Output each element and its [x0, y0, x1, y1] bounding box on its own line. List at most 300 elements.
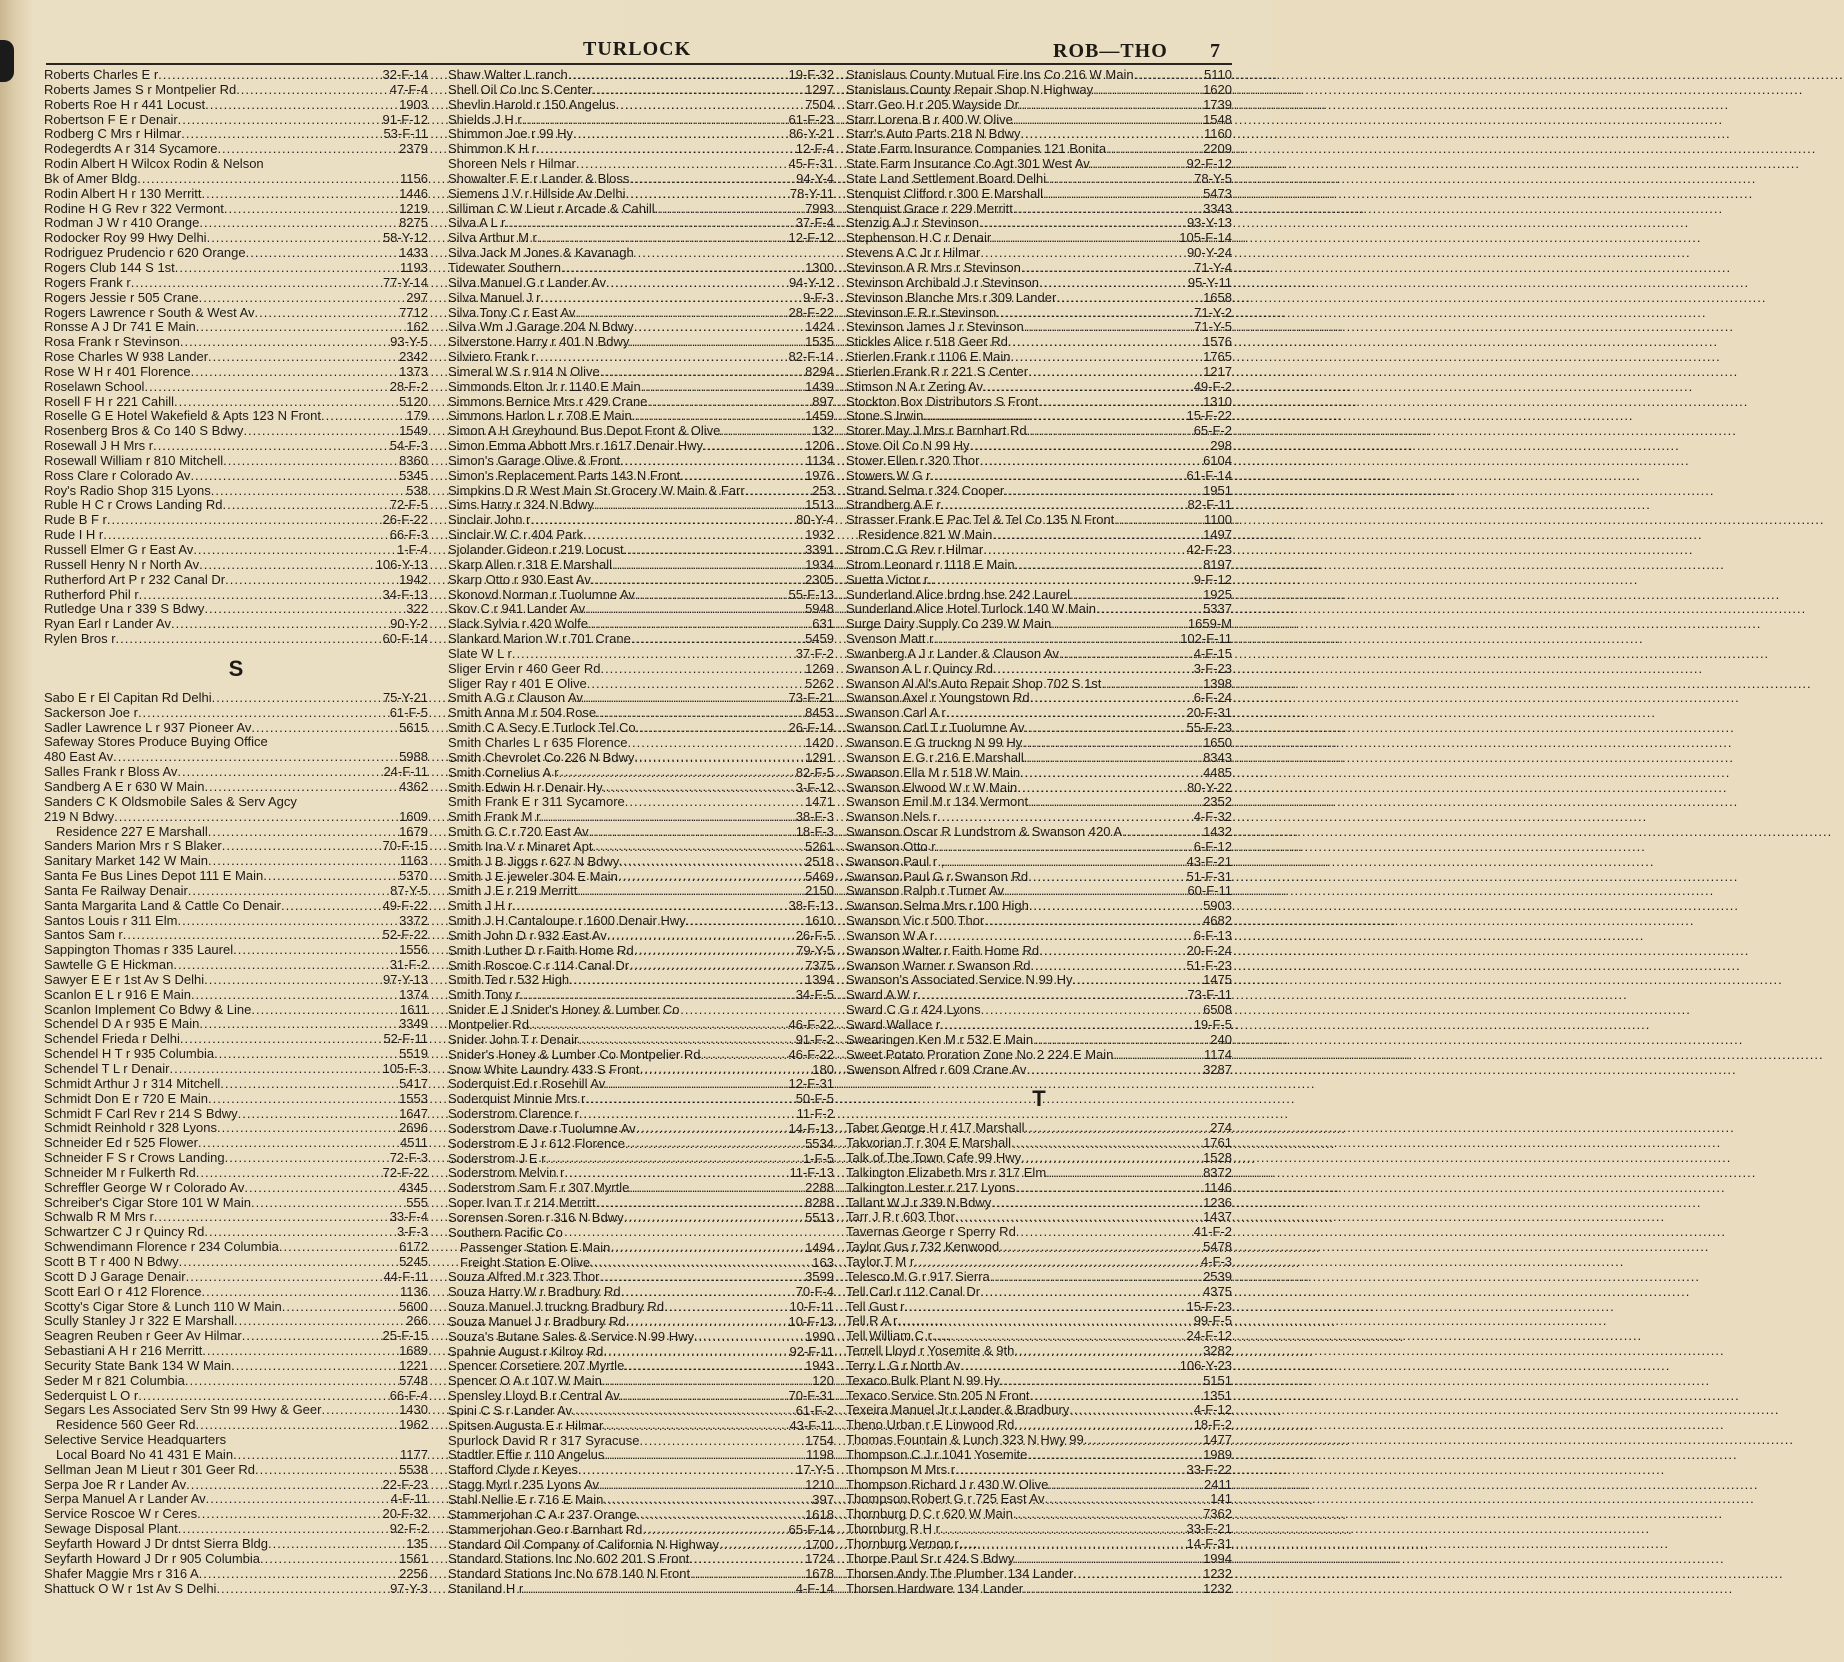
listing-entry — [44, 1418, 428, 1433]
dot-leader — [664, 1300, 789, 1315]
listing-name: Ronsse A J Dr 741 E Main — [44, 319, 196, 335]
dot-leader — [1014, 1552, 1203, 1567]
dot-leader — [620, 1389, 789, 1404]
listing-name: Strom Leonard r 1118 E Main — [846, 556, 1015, 572]
dot-leader — [530, 513, 796, 528]
phone-number: 28-F-22 — [788, 304, 834, 320]
phone-number: 538 — [406, 482, 428, 498]
listing-name: Thompson M Mrs r — [846, 1461, 956, 1477]
listing-name: Scott D J Garage Denair — [44, 1268, 186, 1284]
dot-leader — [593, 840, 806, 855]
dot-leader — [992, 528, 1203, 543]
dot-leader — [607, 929, 796, 944]
listing-entry — [44, 632, 428, 647]
listing-name: Soderstrom Sam F r 307 Myrtle — [448, 1180, 630, 1196]
listing-name: Standard Stations Inc No 678 140 N Front — [448, 1566, 691, 1582]
dot-leader — [1093, 83, 1203, 98]
dot-leader — [641, 380, 805, 395]
phone-number: 9-F-12 — [1193, 571, 1232, 587]
phone-number: 94-Y-12 — [788, 274, 834, 290]
dot-leader — [113, 750, 399, 765]
listing-name: Thomas Fountain & Lunch 323 N Hwy 99 — [846, 1432, 1084, 1448]
listing-entry — [448, 1063, 834, 1078]
phone-number: 1754 — [805, 1432, 834, 1448]
phone-number: 6-F-13 — [1193, 927, 1232, 943]
phone-number: 28-F-2 — [389, 378, 428, 394]
phone-number: 95-Y-11 — [1187, 274, 1232, 290]
dot-leader — [138, 1389, 390, 1404]
listing-entry — [846, 1300, 1232, 1315]
listing-name: Tell Gust r — [846, 1298, 905, 1314]
listing-name: Smith C A Secy E Turlock Tel Co — [448, 720, 636, 736]
phone-number: 14-F-31 — [1186, 1536, 1232, 1551]
listing-entry — [448, 424, 834, 439]
listing-entry — [44, 1522, 428, 1537]
dot-leader — [222, 498, 389, 513]
phone-number: 1658 — [1203, 289, 1232, 305]
listing-entry — [846, 647, 1232, 662]
listing-entry — [44, 1285, 428, 1300]
listing-name: Takvorian T r 304 E Marshall — [846, 1135, 1011, 1151]
listing-name: Snow White Laundry 433 S Front — [448, 1061, 640, 1077]
listing-entry — [846, 1314, 1232, 1329]
phone-number: 20-F-32 — [382, 1506, 428, 1522]
dot-leader — [208, 854, 400, 869]
listing-name: Santa Fe Railway Denair — [44, 882, 188, 898]
dot-leader — [1048, 1478, 1204, 1493]
listing-name: Sweet Potato Proration Zone No 2 224 E Main — [846, 1046, 1114, 1062]
dot-leader — [577, 884, 805, 899]
dot-leader — [1019, 98, 1203, 113]
listing-entry — [448, 781, 834, 796]
listing-entry — [846, 1374, 1232, 1389]
listing-name: Swanson Al Al's Auto Repair Shop 702 S 1st — [846, 675, 1102, 691]
dot-leader — [207, 231, 383, 246]
listing-name: Stevinson F R r Stevinson — [846, 304, 997, 320]
phone-number: 106-Y-13 — [375, 556, 428, 572]
dot-leader — [603, 1419, 789, 1434]
listing-name: Sellman Jean M Lieut r 301 Geer Rd — [44, 1461, 255, 1477]
dot-leader — [243, 424, 399, 439]
dot-leader — [199, 216, 399, 231]
listing-name: Residence 821 W Main — [858, 527, 993, 543]
dot-leader — [205, 98, 399, 113]
listing-entry — [846, 691, 1232, 706]
phone-number: 26-F-14 — [788, 720, 834, 736]
listing-entry — [44, 899, 428, 914]
listing-entry — [44, 1240, 428, 1255]
listing-name: Taylor T M r — [846, 1253, 915, 1269]
phone-number: 5261 — [805, 838, 834, 854]
dot-leader — [233, 1448, 400, 1463]
listing-entry — [846, 216, 1232, 231]
phone-number: 141 — [1210, 1491, 1232, 1507]
listing-name: Soderstrom Dave r Tuolumne Av — [448, 1120, 636, 1136]
listing-name: Simon's Garage Olive & Front — [448, 452, 621, 468]
phone-number: 102-F-11 — [1180, 631, 1232, 647]
phone-number: 2150 — [805, 883, 834, 899]
dot-leader — [590, 1256, 812, 1271]
dot-leader — [246, 246, 399, 261]
listing-name: Roy's Radio Shop 315 Lyons — [44, 482, 211, 498]
phone-number: 1100 — [1204, 512, 1232, 528]
phone-number: 1424 — [805, 319, 834, 335]
phone-number: 24-F-11 — [383, 764, 428, 780]
phone-number: 97-Y-13 — [382, 971, 428, 987]
listing-entry — [846, 1403, 1232, 1418]
listing-name: Stenquist Clifford r 300 E Marshall — [846, 185, 1044, 201]
phone-number: 1221 — [399, 1357, 428, 1373]
listing-entry — [448, 706, 834, 721]
listing-name: Schreffler George W r Colorado Av — [44, 1179, 245, 1195]
phone-number: 1433 — [399, 245, 428, 261]
listing-entry — [44, 1314, 428, 1329]
listing-entry — [44, 1062, 428, 1077]
phone-number: 78-Y-5 — [1194, 170, 1232, 186]
phone-number: 1934 — [805, 556, 834, 572]
listing-entry — [448, 1448, 834, 1463]
listing-entry — [846, 1418, 1232, 1433]
dot-leader — [196, 320, 407, 335]
dot-leader — [195, 1418, 399, 1433]
dot-leader — [928, 573, 1194, 588]
listing-entry — [846, 1225, 1232, 1240]
phone-number: 77-Y-14 — [382, 274, 428, 290]
phone-number: 66-F-3 — [389, 527, 428, 543]
dot-leader — [634, 944, 796, 959]
dot-leader — [180, 335, 390, 350]
listing-name: Freight Station E Olive — [460, 1254, 591, 1270]
listing-name: Smith J E jeweler 304 E Main — [448, 868, 618, 884]
listing-entry — [846, 914, 1232, 929]
phone-number: 4-F-14 — [795, 1581, 834, 1597]
listing-name: Rosewall J H Mrs r — [44, 438, 154, 454]
phone-number: 7375 — [805, 957, 834, 973]
phone-number: 1232 — [1203, 1580, 1232, 1596]
listing-entry — [44, 172, 428, 187]
listing-name: Stephenson H C r Denair — [846, 230, 992, 246]
dot-leader — [599, 1478, 805, 1493]
listing-entry — [846, 736, 1232, 751]
listing-entry — [44, 1478, 428, 1493]
dot-leader — [568, 68, 789, 83]
listing-entry — [44, 928, 428, 943]
phone-number: 66-F-4 — [389, 1387, 428, 1403]
listing-name: Slack Sylvia r 420 Wolfe — [448, 616, 588, 632]
phone-number: 555 — [406, 1194, 428, 1210]
listing-entry — [44, 1003, 428, 1018]
listing-name: Schendel D A r 935 E Main — [44, 1016, 200, 1032]
dot-leader — [1016, 1225, 1194, 1240]
listing-name: Simon A H Greyhound Bus Depot Front & Olive — [448, 423, 721, 439]
dot-leader — [932, 1329, 1187, 1344]
phone-number: 1374 — [399, 986, 428, 1002]
listing-name: Skov C r 941 Lander Av — [448, 601, 586, 617]
phone-number: 105-F-14 — [1179, 230, 1232, 246]
listing-name: Sinclair W C r 404 Park — [448, 527, 584, 543]
dot-leader — [983, 543, 1186, 558]
listing-name-line: Southern Pacific Co — [448, 1224, 563, 1240]
dot-leader — [1030, 1389, 1204, 1404]
listing-name: Souza Manuel J truckng Bradbury Rd — [448, 1299, 665, 1315]
listing-name: Smith Anna M r 504 Rose — [448, 705, 597, 721]
listing-entry — [448, 1315, 834, 1330]
dot-leader — [154, 1210, 390, 1225]
phone-number: 3343 — [1203, 200, 1232, 216]
phone-number: 1903 — [399, 96, 428, 112]
listing-entry — [846, 513, 1232, 528]
listing-entry — [448, 1523, 834, 1538]
listing-name: Stadtler Effie r 110 Angelus — [448, 1447, 605, 1463]
listing-name: Swanson Warner r Swanson Rd — [846, 957, 1031, 973]
dot-leader — [1024, 751, 1203, 766]
dot-leader — [202, 187, 400, 202]
listing-entry — [44, 750, 428, 765]
listing-entry — [44, 1047, 428, 1062]
phone-number: 1206 — [805, 438, 834, 454]
listing-name: Smith J H Cantaloupe r 1600 Denair Hwy — [448, 913, 686, 929]
listing-entry — [44, 142, 428, 157]
phone-number: 5110 — [1204, 67, 1232, 82]
listing-name: Smith Frank E r 311 Sycamore — [448, 794, 625, 810]
listing-name: Smith J E r 219 Merritt — [448, 883, 578, 899]
phone-number: 5534 — [805, 1135, 834, 1151]
dot-leader — [255, 1463, 399, 1478]
dot-leader — [1113, 1048, 1204, 1063]
phone-number: 1610 — [805, 913, 834, 929]
listing-name: Swanson E G truckng N 99 Hy — [846, 734, 1023, 750]
dot-leader — [596, 706, 805, 721]
dot-leader — [1015, 558, 1203, 573]
listing-name: Sewage Disposal Plant — [44, 1521, 178, 1537]
listing-name: Smith John D r 932 East Av — [448, 927, 607, 943]
dot-leader — [1046, 172, 1194, 187]
dot-leader — [537, 231, 789, 246]
phone-number: 3391 — [805, 542, 834, 557]
dot-leader — [625, 795, 805, 810]
phone-number: 7362 — [1203, 1506, 1232, 1522]
phone-number: 3-F-3 — [396, 1224, 428, 1240]
phone-number: 1989 — [1203, 1446, 1232, 1462]
listing-entry — [44, 973, 428, 988]
dot-leader — [198, 1136, 400, 1151]
listing-name: Spensley Lloyd B r Central Av — [448, 1388, 620, 1404]
phone-number: 55-F-23 — [1186, 720, 1232, 736]
dot-leader — [1013, 202, 1203, 217]
listing-name: Rutherford Art P r 232 Canal Dr — [44, 571, 226, 587]
listing-entry — [44, 216, 428, 231]
listing-column-3 — [846, 68, 1232, 1596]
listing-entry — [448, 588, 834, 603]
dot-leader — [605, 1077, 788, 1092]
listing-name: Stone S Irwin — [846, 408, 924, 424]
listing-entry — [44, 350, 428, 365]
phone-number: 5262 — [805, 675, 834, 691]
listing-entry — [846, 706, 1232, 721]
listing-entry — [846, 795, 1232, 810]
listing-name: Security State Bank 134 W Main — [44, 1357, 232, 1373]
phone-number: 4-F-3 — [1200, 1253, 1232, 1269]
phone-number: 10-F-13 — [788, 1313, 834, 1329]
dot-leader — [703, 439, 805, 454]
listing-name: Souza Manuel J r Bradbury Rd — [448, 1313, 626, 1329]
dot-leader — [279, 1240, 399, 1255]
dot-leader — [204, 973, 383, 988]
listing-name: Silva Arthur M r — [448, 230, 537, 246]
listing-name: Stevinson A R Mrs r Stevinson — [846, 259, 1021, 275]
phone-number: 78-Y-11 — [789, 185, 834, 201]
listing-name: Sims Harry r 324 N Bdwy — [448, 497, 594, 513]
listing-entry — [44, 765, 428, 780]
listing-entry — [846, 1537, 1232, 1552]
listing-entry — [44, 335, 428, 350]
header-name-range: ROB—THO — [1053, 40, 1168, 62]
dot-leader — [204, 602, 406, 617]
dot-leader — [1024, 721, 1186, 736]
listing-entry — [448, 766, 834, 781]
listing-name: Smith Ina V r Minaret Apt — [448, 838, 593, 854]
dot-leader — [934, 929, 1194, 944]
listing-entry — [44, 484, 428, 499]
phone-number: 6104 — [1203, 452, 1232, 468]
dot-leader — [238, 1107, 399, 1122]
listing-entry — [448, 1270, 834, 1285]
dot-leader — [214, 1047, 399, 1062]
listing-name: Simmons Bernice Mrs r 429 Crane — [448, 393, 648, 409]
phone-number: 34-F-13 — [382, 586, 428, 602]
phone-number: 70-F-15 — [382, 838, 428, 854]
listing-entry — [44, 498, 428, 513]
dot-leader — [642, 1523, 788, 1538]
dot-leader — [1072, 973, 1203, 988]
listing-entry — [44, 276, 428, 291]
dot-leader — [505, 216, 795, 231]
dot-leader — [591, 573, 805, 588]
dot-leader — [931, 469, 1187, 484]
dot-leader — [959, 1537, 1187, 1552]
dot-leader — [937, 810, 1194, 825]
listing-entry — [448, 484, 834, 499]
phone-number: 4-F-11 — [390, 1491, 428, 1507]
listing-name: Sward C G r 424 Lyons — [846, 1002, 981, 1018]
listing-name: Rosewall William r 810 Mitchell — [44, 452, 224, 468]
phone-number: 71-Y-4 — [1194, 259, 1232, 275]
listing-entry — [846, 454, 1232, 469]
phone-number: 1136 — [400, 1283, 428, 1299]
listing-name: Silverstone Harry r 401 N Bdwy — [448, 334, 630, 350]
phone-number: 8294 — [805, 363, 834, 379]
dot-leader — [153, 439, 390, 454]
phone-number: 1471 — [805, 794, 834, 810]
dot-leader — [1028, 870, 1186, 885]
listing-name: Russell Elmer G r East Av — [44, 542, 194, 557]
phone-number: 82-F-11 — [1187, 497, 1232, 513]
listing-name: Swanson W A r — [846, 927, 935, 943]
listing-name: Sliger Ray r 401 E Olive — [448, 675, 587, 691]
listing-entry — [448, 380, 834, 395]
dot-leader — [529, 1018, 789, 1033]
listing-entry — [846, 261, 1232, 276]
dot-leader — [583, 691, 789, 706]
phone-number: 10-F-11 — [789, 1299, 834, 1315]
listing-entry — [448, 691, 834, 706]
listing-name: Simmonds Elton Jr r 1140 E Main — [448, 378, 641, 394]
listing-entry — [448, 677, 834, 692]
listing-entry — [44, 1092, 428, 1107]
phone-number: 5345 — [399, 467, 428, 483]
dot-leader — [587, 677, 805, 692]
dot-leader — [625, 1137, 805, 1152]
listing-entry — [846, 424, 1232, 439]
listing-name: Texaco Service Stn 205 N Front — [846, 1387, 1030, 1403]
phone-number: 1439 — [805, 378, 834, 394]
listing-entry — [846, 1433, 1232, 1448]
phone-number: 97-Y-3 — [390, 1580, 428, 1596]
listing-entry — [44, 691, 428, 706]
dot-leader — [1000, 1374, 1203, 1389]
dot-leader — [618, 870, 805, 885]
phone-number: 91-F-12 — [382, 111, 428, 127]
phone-number: 38-F-3 — [795, 809, 834, 825]
phone-number: 2288 — [805, 1180, 834, 1196]
listing-name: Stenzig A J r Stevinson — [846, 215, 979, 231]
dot-leader — [575, 306, 788, 321]
dot-leader — [222, 839, 383, 854]
dot-leader — [190, 469, 399, 484]
listing-name: Swanberg A J r Lander & Clauson Av — [846, 645, 1059, 661]
phone-number: 2209 — [1203, 141, 1232, 157]
listing-name: Sunderland Alice brdng hse 242 Laurel — [846, 586, 1071, 602]
dot-leader — [191, 988, 399, 1003]
listing-name: Terry L G r North Av — [846, 1357, 961, 1373]
listing-name: Santos Sam r — [44, 927, 123, 943]
phone-number: 47-F-4 — [389, 81, 428, 97]
dot-leader — [620, 454, 806, 469]
listing-entry — [448, 1389, 834, 1404]
phone-number: 1650 — [1203, 734, 1232, 750]
dot-leader — [594, 498, 805, 513]
listing-entry — [846, 751, 1232, 766]
listing-entry — [44, 721, 428, 736]
dot-leader — [212, 691, 383, 706]
dot-leader — [202, 1285, 401, 1300]
listing-name: Silva Manuel J r — [448, 289, 541, 305]
dot-leader — [1017, 781, 1187, 796]
listing-entry — [44, 1136, 428, 1151]
phone-number: 1739 — [1203, 96, 1232, 112]
phone-number: 91-F-2 — [795, 1031, 834, 1047]
listing-entry — [44, 1210, 428, 1225]
listing-name: Rutledge Una r 339 S Bdwy — [44, 601, 205, 617]
phone-number: 80-Y-4 — [796, 512, 834, 528]
dot-leader — [629, 172, 796, 187]
dot-leader — [993, 662, 1194, 677]
phone-number: 3287 — [1203, 1061, 1232, 1077]
listing-name: Rogers Lawrence r South & West Av — [44, 304, 255, 320]
header-city: TURLOCK — [583, 38, 692, 60]
dot-leader — [923, 409, 1186, 424]
listing-entry — [448, 1552, 834, 1567]
dot-leader — [1059, 647, 1194, 662]
listing-entry — [846, 588, 1232, 603]
listing-name: Snider's Honey & Lumber Co Montpelier Rd — [448, 1046, 701, 1062]
listing-name: Smith Frank M r — [448, 809, 541, 825]
listing-entry — [846, 781, 1232, 796]
dot-leader — [179, 1255, 399, 1270]
listing-entry — [846, 1181, 1232, 1196]
phone-number: 73-F-21 — [788, 690, 834, 706]
listing-name: Stickles Alice r 518 Geer Rd — [846, 334, 1008, 350]
